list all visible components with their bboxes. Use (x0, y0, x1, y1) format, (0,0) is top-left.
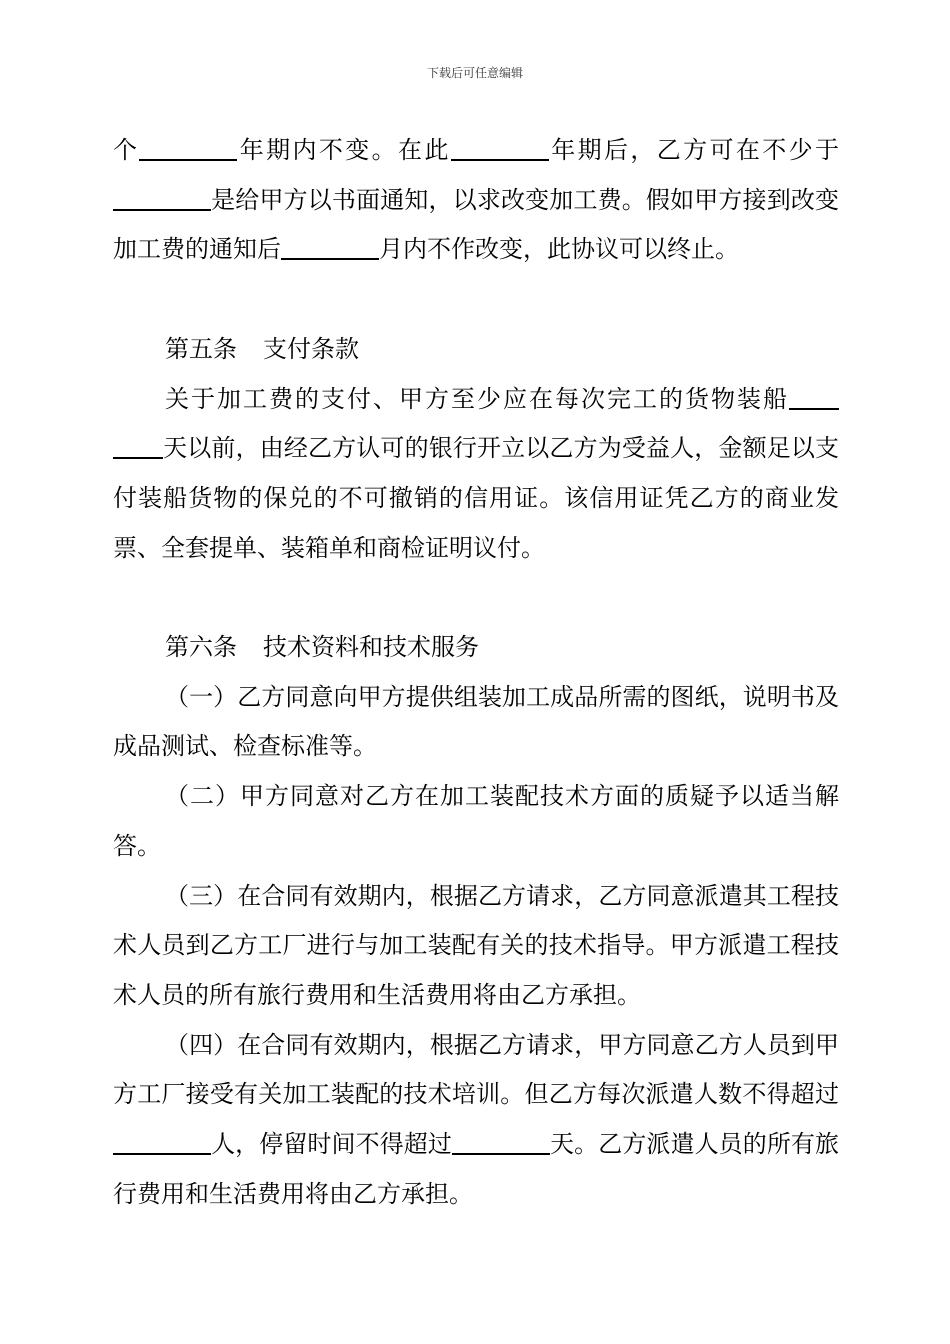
article-6-item-1: （一）乙方同意向甲方提供组装加工成品所需的图纸，说明书及成品测试、检查标准等。 (113, 682, 839, 761)
article-5-title: 支付条款 (263, 334, 359, 363)
intro-text-2: 年期内不变。在此 (237, 136, 451, 164)
article-6-item-4-text-2: 人，停留时间不得超过 (211, 1130, 452, 1159)
article-5-number: 第五条 (165, 334, 237, 363)
intro-text-5: 月内不作改变，此协议可以终止。 (379, 235, 739, 264)
intro-text-3: 年期后，乙方可在不少于 (548, 136, 840, 164)
article-6-item-3: （三）在合同有效期内，根据乙方请求，乙方同意派遣其工程技术人员到乙方工厂进行与加工装配有关的技术指导。甲方派遣工程技术人员的所有旅行费用和生活费用将由乙方承担。 (113, 881, 839, 1009)
section-spacer (113, 275, 839, 325)
fill-blank-years-1[interactable] (139, 134, 237, 161)
fill-blank-notice-days[interactable] (113, 184, 211, 211)
page-header-note: 下载后可任意编辑 (426, 66, 523, 80)
fill-blank-days-part-1[interactable] (789, 382, 839, 409)
article-5-text-2: 天以前，由经乙方认可的银行开立以乙方为受益人，金额足以支付装船货物的保兑的不可撤销的信用证。该信用证凭乙方的商业发票、全套提单、装箱单和商检证明议付。 (113, 434, 839, 562)
article-6-heading (113, 623, 839, 673)
article-6-number: 第六条 (165, 633, 237, 661)
article-5-heading (113, 325, 839, 375)
article-6-item-2: （二）甲方同意对乙方在加工装配技术方面的质疑予以适当解答。 (113, 782, 839, 860)
intro-paragraph (113, 126, 839, 275)
article-6-title: 技术资料和技术服务 (263, 633, 479, 661)
article-5-text-1: 关于加工费的支付、甲方至少应在每次完工的货物装船 (165, 384, 789, 413)
fill-blank-days-part-2[interactable] (113, 432, 163, 459)
fill-blank-months[interactable] (281, 233, 379, 260)
fill-blank-persons[interactable] (113, 1128, 211, 1155)
intro-text-1: 个 (113, 136, 140, 164)
article-6-item-4-text-1: （四）在合同有效期内，根据乙方请求，甲方同意乙方人员到甲方工厂接受有关加工装配的技术培训。但乙方每次派遣人数不得超过 (113, 1030, 839, 1109)
article-6-item-4-text-3: 天。乙方派遣人员的所有旅行费用和生活费用将由乙方承担。 (113, 1130, 840, 1208)
fill-blank-years-2[interactable] (451, 134, 549, 161)
intro-text-4: 是给甲方以书面通知，以求改变加工费。假如甲方接到改变加工费的通知后 (113, 185, 839, 264)
fill-blank-stay-days[interactable] (452, 1128, 550, 1155)
article-5-paragraph (113, 375, 839, 574)
article-6-item-4 (113, 1021, 839, 1220)
document-body (113, 126, 839, 1219)
section-spacer (113, 573, 839, 623)
